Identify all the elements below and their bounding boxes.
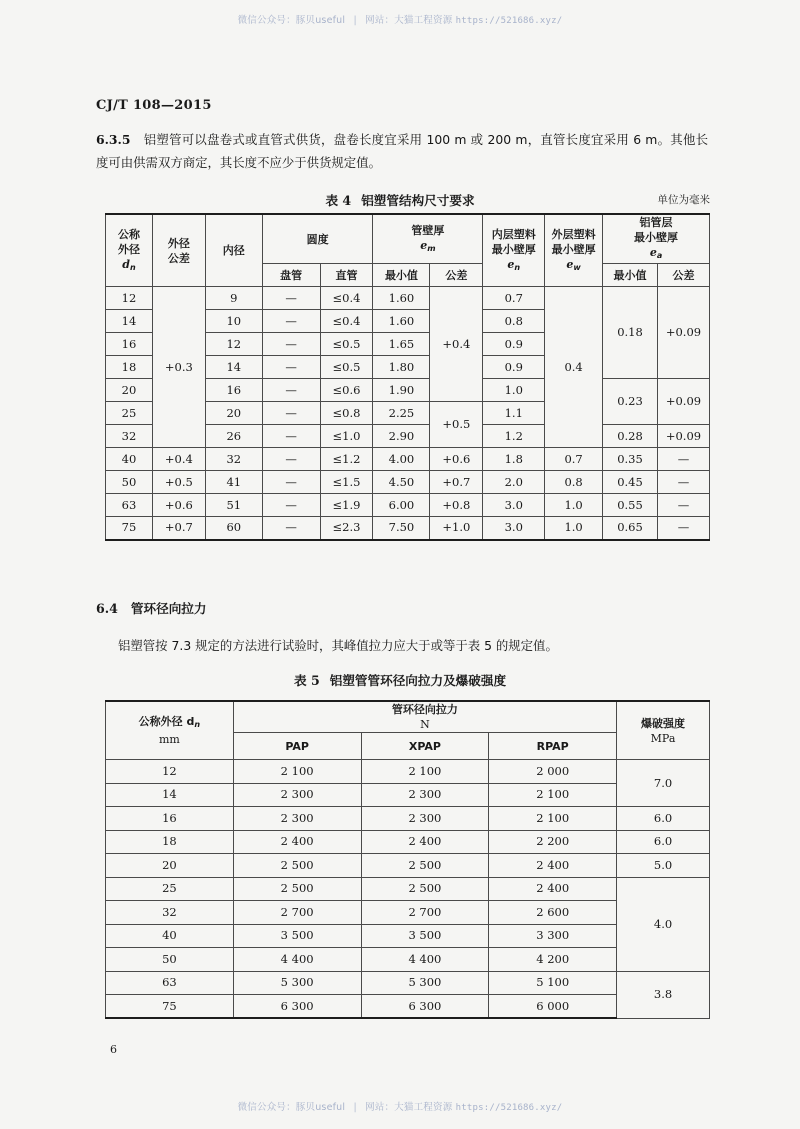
cell-inner-diameter: 41	[205, 471, 262, 494]
cell-inner-diameter: 51	[205, 494, 262, 517]
cell-xpap: 2 700	[361, 901, 489, 925]
table4-unit-note: 单位为毫米	[657, 194, 710, 206]
table4-label: 表 4	[325, 193, 352, 208]
th5-xpap: XPAP	[361, 733, 489, 760]
table4-header-row-1	[106, 214, 710, 264]
cell-nominal-od: 63	[106, 971, 234, 995]
clause-6-3-5-number: 6.3.5	[96, 132, 131, 147]
cell-nominal-od: 16	[106, 333, 153, 356]
table-structural-dimensions	[105, 213, 710, 541]
cell-wall-min: 6.00	[373, 494, 430, 517]
th-wall-tolerance: 公差	[430, 264, 483, 287]
watermark-bottom	[0, 1099, 800, 1113]
cell-rpap: 4 200	[489, 948, 617, 972]
cell-pap: 5 300	[233, 971, 361, 995]
cell-al-min: 0.35	[603, 448, 658, 471]
cell-wall-min: 1.60	[373, 287, 430, 310]
cell-wall-min: 1.60	[373, 310, 430, 333]
cell-rpap: 3 300	[489, 924, 617, 948]
cell-wall-tolerance: +0.6	[430, 448, 483, 471]
cell-nominal-od: 75	[106, 517, 153, 540]
th-outer-plastic-min-wall: 外层塑料 最小壁厚 $e_w$	[545, 214, 603, 287]
cell-od-tolerance: +0.6	[152, 494, 205, 517]
cell-roundness-straight: ≤0.5	[320, 333, 373, 356]
cell-wall-min: 1.90	[373, 379, 430, 402]
cell-outer-plastic-min: 1.0	[545, 517, 603, 540]
clause-6-4-title: 管环径向拉力	[130, 601, 207, 616]
cell-pap: 2 300	[233, 783, 361, 807]
cell-nominal-od: 12	[106, 287, 153, 310]
cell-burst-strength: 6.0	[617, 830, 710, 854]
table5-header-row-1	[106, 701, 710, 733]
cell-roundness-straight: ≤1.2	[320, 448, 373, 471]
cell-nominal-od: 14	[106, 783, 234, 807]
watermark-top	[0, 12, 800, 26]
cell-burst-strength: 6.0	[617, 807, 710, 831]
cell-pap: 2 100	[233, 760, 361, 784]
cell-pap: 6 300	[233, 995, 361, 1019]
cell-roundness-coil: —	[262, 494, 320, 517]
cell-inner-plastic-min: 0.9	[483, 356, 545, 379]
cell-pap: 2 400	[233, 830, 361, 854]
standard-code-header: CJ/T 108—2015	[96, 98, 212, 113]
cell-nominal-od: 25	[106, 402, 153, 425]
cell-xpap: 2 300	[361, 807, 489, 831]
cell-wall-tolerance: +0.5	[430, 402, 483, 448]
cell-pap: 2 700	[233, 901, 361, 925]
table-row	[106, 448, 710, 471]
watermark-url: https://521686.xyz/	[455, 1103, 563, 1113]
th-wall-min: 最小值	[373, 264, 430, 287]
cell-roundness-coil: —	[262, 287, 320, 310]
cell-pap: 2 300	[233, 807, 361, 831]
cell-roundness-coil: —	[262, 425, 320, 448]
watermark-separator: |	[353, 15, 357, 26]
cell-rpap: 2 100	[489, 807, 617, 831]
cell-roundness-coil: —	[262, 517, 320, 540]
table5-title: 铝塑管管环径向拉力及爆破强度	[329, 673, 507, 688]
cell-xpap: 4 400	[361, 948, 489, 972]
cell-rpap: 2 200	[489, 830, 617, 854]
cell-od-tolerance: +0.4	[152, 448, 205, 471]
cell-nominal-od: 32	[106, 901, 234, 925]
cell-inner-plastic-min: 1.8	[483, 448, 545, 471]
cell-nominal-od: 75	[106, 995, 234, 1019]
table-row	[106, 471, 710, 494]
cell-xpap: 5 300	[361, 971, 489, 995]
cell-wall-min: 1.80	[373, 356, 430, 379]
cell-roundness-coil: —	[262, 333, 320, 356]
th5-pap: PAP	[233, 733, 361, 760]
cell-inner-diameter: 26	[205, 425, 262, 448]
cell-al-min: 0.28	[603, 425, 658, 448]
cell-wall-min: 4.00	[373, 448, 430, 471]
cell-nominal-od: 25	[106, 877, 234, 901]
cell-pap: 3 500	[233, 924, 361, 948]
cell-pap: 2 500	[233, 877, 361, 901]
clause-6-3-5	[96, 128, 708, 174]
clause-6-4-text: 铝塑管按 7.3 规定的方法进行试验时，其峰值拉力应大于或等于表 5 的规定值。	[118, 638, 558, 653]
watermark-separator: |	[353, 1102, 357, 1113]
th-roundness-straight: 直管	[320, 264, 373, 287]
cell-roundness-straight: ≤1.5	[320, 471, 373, 494]
cell-nominal-od: 20	[106, 379, 153, 402]
cell-roundness-coil: —	[262, 356, 320, 379]
cell-od-tolerance: +0.5	[152, 471, 205, 494]
cell-nominal-od: 18	[106, 830, 234, 854]
cell-roundness-straight: ≤0.8	[320, 402, 373, 425]
cell-wall-tolerance: +0.8	[430, 494, 483, 517]
cell-al-tolerance: +0.09	[657, 379, 709, 425]
cell-al-min: 0.23	[603, 379, 658, 425]
table5-label: 表 5	[293, 673, 320, 688]
cell-xpap: 2 500	[361, 877, 489, 901]
cell-roundness-straight: ≤1.9	[320, 494, 373, 517]
table-row	[106, 830, 710, 854]
cell-wall-tolerance: +1.0	[430, 517, 483, 540]
watermark-site-label: 网站：大猫工程资源	[365, 1102, 453, 1113]
cell-al-tolerance: —	[657, 494, 709, 517]
cell-rpap: 6 000	[489, 995, 617, 1019]
cell-xpap: 3 500	[361, 924, 489, 948]
cell-wall-min: 7.50	[373, 517, 430, 540]
cell-inner-plastic-min: 3.0	[483, 517, 545, 540]
cell-al-tolerance: +0.09	[657, 287, 709, 379]
cell-wall-min: 2.25	[373, 402, 430, 425]
th5-burst-strength: 爆破强度 MPa	[617, 701, 710, 760]
cell-nominal-od: 50	[106, 948, 234, 972]
th-al-tolerance: 公差	[657, 264, 709, 287]
cell-xpap: 2 300	[361, 783, 489, 807]
cell-roundness-coil: —	[262, 448, 320, 471]
cell-roundness-coil: —	[262, 379, 320, 402]
cell-al-min: 0.45	[603, 471, 658, 494]
cell-inner-diameter: 9	[205, 287, 262, 310]
cell-roundness-straight: ≤1.0	[320, 425, 373, 448]
th-nominal-od: 公称 外径 $d_n$	[106, 214, 153, 287]
page-number: 6	[110, 1043, 117, 1056]
cell-nominal-od: 20	[106, 854, 234, 878]
watermark-site-label: 网站：大猫工程资源	[365, 15, 453, 26]
cell-al-min: 0.55	[603, 494, 658, 517]
cell-inner-plastic-min: 0.8	[483, 310, 545, 333]
cell-roundness-straight: ≤0.5	[320, 356, 373, 379]
cell-al-tolerance: +0.09	[657, 425, 709, 448]
cell-nominal-od: 63	[106, 494, 153, 517]
cell-xpap: 2 100	[361, 760, 489, 784]
cell-roundness-coil: —	[262, 402, 320, 425]
cell-inner-diameter: 32	[205, 448, 262, 471]
cell-xpap: 6 300	[361, 995, 489, 1019]
cell-nominal-od: 18	[106, 356, 153, 379]
cell-inner-plastic-min: 1.1	[483, 402, 545, 425]
th5-rpap: RPAP	[489, 733, 617, 760]
cell-nominal-od: 16	[106, 807, 234, 831]
watermark-wechat-label: 微信公众号：豚贝useful	[237, 15, 346, 26]
cell-burst-strength: 3.8	[617, 971, 710, 1018]
cell-inner-diameter: 12	[205, 333, 262, 356]
cell-nominal-od: 32	[106, 425, 153, 448]
cell-wall-tolerance: +0.7	[430, 471, 483, 494]
cell-nominal-od: 40	[106, 448, 153, 471]
table-row	[106, 517, 710, 540]
cell-rpap: 2 100	[489, 783, 617, 807]
table-row	[106, 494, 710, 517]
th-inner-plastic-min-wall: 内层塑料 最小壁厚 $e_n$	[483, 214, 545, 287]
table-row	[106, 877, 710, 901]
cell-inner-plastic-min: 2.0	[483, 471, 545, 494]
cell-roundness-straight: ≤0.6	[320, 379, 373, 402]
cell-inner-plastic-min: 1.2	[483, 425, 545, 448]
th-roundness: 圆度	[262, 214, 373, 264]
cell-pap: 2 500	[233, 854, 361, 878]
th-roundness-coil: 盘管	[262, 264, 320, 287]
cell-pap: 4 400	[233, 948, 361, 972]
cell-rpap: 5 100	[489, 971, 617, 995]
cell-nominal-od: 40	[106, 924, 234, 948]
cell-al-min: 0.65	[603, 517, 658, 540]
clause-6-4-heading	[96, 598, 206, 617]
cell-inner-diameter: 60	[205, 517, 262, 540]
cell-inner-diameter: 20	[205, 402, 262, 425]
cell-roundness-coil: —	[262, 471, 320, 494]
cell-outer-plastic-min: 1.0	[545, 494, 603, 517]
cell-od-tolerance: +0.3	[152, 287, 205, 448]
cell-inner-plastic-min: 3.0	[483, 494, 545, 517]
cell-inner-diameter: 16	[205, 379, 262, 402]
cell-roundness-straight: ≤0.4	[320, 287, 373, 310]
cell-outer-plastic-min: 0.7	[545, 448, 603, 471]
cell-outer-plastic-min: 0.4	[545, 287, 603, 448]
cell-al-tolerance: —	[657, 517, 709, 540]
cell-al-min: 0.18	[603, 287, 658, 379]
cell-inner-plastic-min: 1.0	[483, 379, 545, 402]
table5-caption	[0, 670, 800, 689]
clause-6-3-5-text: 铝塑管可以盘卷式或直管式供货，盘卷长度宜采用 100 m 或 200 m，直管长度宜采用 6 m。其他长度可由供需双方商定，其长度不应少于供货规定值。	[96, 132, 708, 170]
watermark-url: https://521686.xyz/	[455, 16, 563, 26]
cell-roundness-coil: —	[262, 310, 320, 333]
table-row	[106, 287, 710, 310]
th5-nominal-od: 公称外径 $d_n$ mm	[106, 701, 234, 760]
th-wall-thickness: 管壁厚 $e_m$	[373, 214, 483, 264]
cell-rpap: 2 400	[489, 854, 617, 878]
cell-wall-min: 4.50	[373, 471, 430, 494]
cell-burst-strength: 4.0	[617, 877, 710, 971]
table-row	[106, 760, 710, 784]
cell-burst-strength: 7.0	[617, 760, 710, 807]
cell-od-tolerance: +0.7	[152, 517, 205, 540]
cell-rpap: 2 600	[489, 901, 617, 925]
th-inner-diameter: 内径	[205, 214, 262, 287]
clause-6-4-number: 6.4	[96, 601, 118, 616]
cell-burst-strength: 5.0	[617, 854, 710, 878]
cell-al-tolerance: —	[657, 471, 709, 494]
table-row	[106, 807, 710, 831]
cell-outer-plastic-min: 0.8	[545, 471, 603, 494]
th-od-tolerance: 外径 公差	[152, 214, 205, 287]
cell-rpap: 2 400	[489, 877, 617, 901]
table-row	[106, 854, 710, 878]
th5-ring-tensile: 管环径向拉力 N	[233, 701, 616, 733]
th-aluminium-layer-min-wall: 铝管层 最小壁厚 $e_a$	[603, 214, 710, 264]
table-row	[106, 971, 710, 995]
cell-inner-diameter: 10	[205, 310, 262, 333]
cell-nominal-od: 14	[106, 310, 153, 333]
cell-xpap: 2 500	[361, 854, 489, 878]
cell-al-tolerance: —	[657, 448, 709, 471]
table-ring-tensile-burst	[105, 700, 710, 1019]
cell-inner-plastic-min: 0.7	[483, 287, 545, 310]
th-al-min: 最小值	[603, 264, 658, 287]
cell-xpap: 2 400	[361, 830, 489, 854]
cell-roundness-straight: ≤2.3	[320, 517, 373, 540]
cell-wall-tolerance: +0.4	[430, 287, 483, 402]
watermark-wechat-label: 微信公众号：豚贝useful	[237, 1102, 346, 1113]
cell-nominal-od: 50	[106, 471, 153, 494]
cell-inner-diameter: 14	[205, 356, 262, 379]
cell-nominal-od: 12	[106, 760, 234, 784]
table4-title: 铝塑管结构尺寸要求	[361, 193, 475, 208]
cell-rpap: 2 000	[489, 760, 617, 784]
cell-inner-plastic-min: 0.9	[483, 333, 545, 356]
cell-wall-min: 2.90	[373, 425, 430, 448]
cell-roundness-straight: ≤0.4	[320, 310, 373, 333]
cell-wall-min: 1.65	[373, 333, 430, 356]
